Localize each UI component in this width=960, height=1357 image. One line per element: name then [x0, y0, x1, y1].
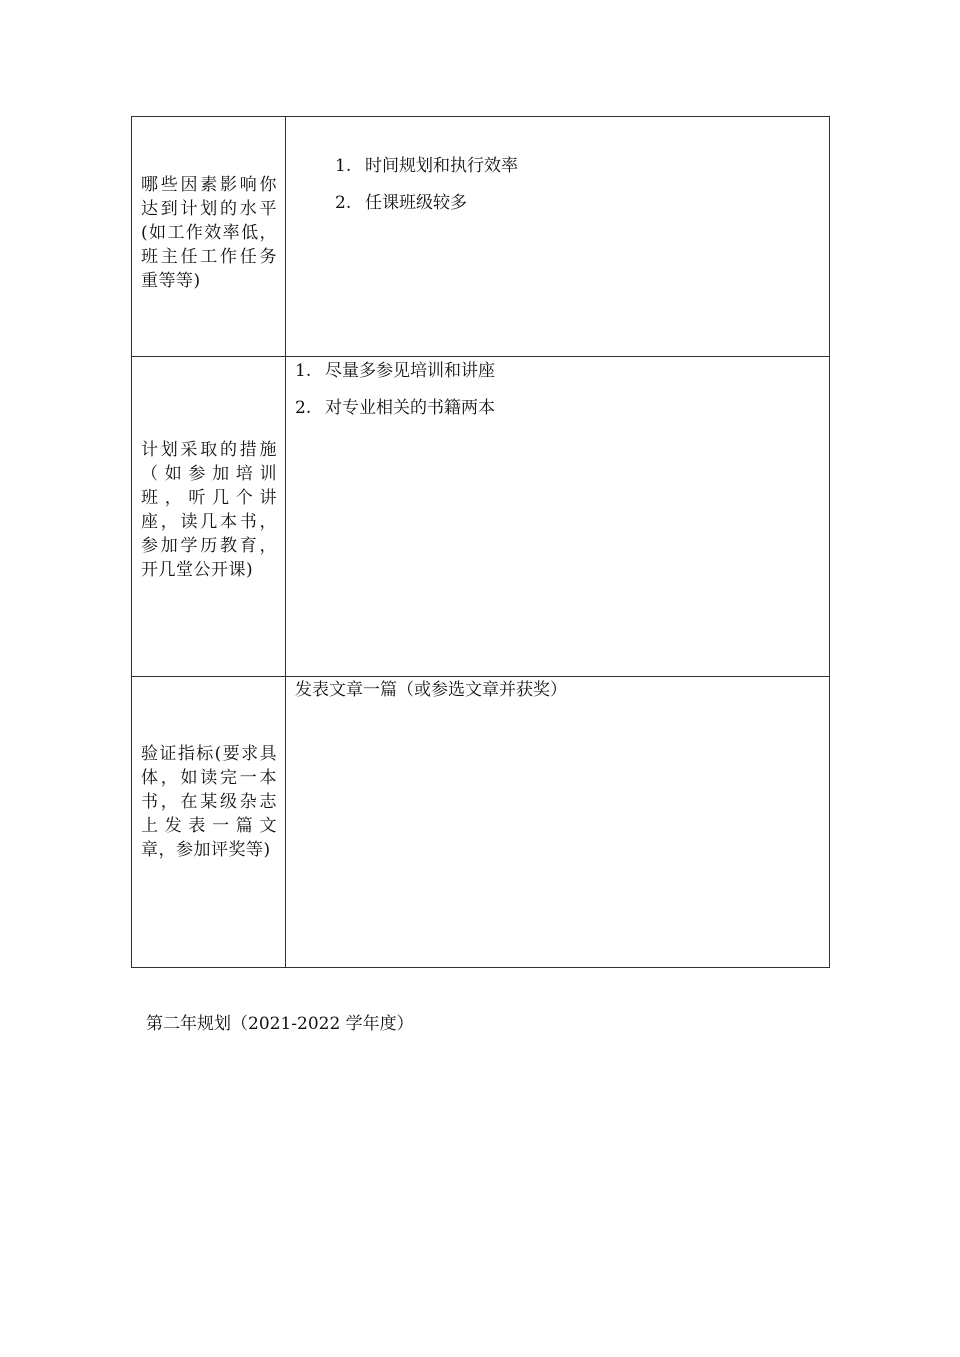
list-item — [335, 191, 829, 215]
item-number: 1. — [335, 156, 352, 176]
content-cell — [286, 117, 830, 357]
development-plan-table — [131, 116, 830, 968]
table-row — [132, 117, 830, 357]
list-item — [335, 154, 829, 178]
row-label-influencing-factors: 哪些因素影响你达到计划的水平(如工作效率低，班主任工作任务重等等) — [141, 175, 277, 291]
item-number: 1. — [295, 361, 312, 381]
table-row — [132, 677, 830, 968]
item-text: 尽量多参见培训和讲座 — [325, 361, 495, 381]
section-heading: 第二年规划（2021-2022 学年度） — [146, 1014, 414, 1034]
content-cell — [286, 357, 830, 677]
label-cell — [132, 117, 286, 357]
item-text: 时间规划和执行效率 — [365, 156, 518, 176]
label-cell — [132, 677, 286, 968]
verification-text: 发表文章一篇（或参选文章并获奖） — [295, 680, 567, 700]
list-item — [295, 396, 829, 420]
label-cell — [132, 357, 286, 677]
list-item — [295, 359, 829, 383]
row-label-planned-measures: 计划采取的措施（如参加培训班，听几个讲座，读几本书，参加学历教育，开几堂公开课) — [141, 440, 277, 580]
content-cell — [286, 677, 830, 968]
item-number: 2. — [295, 398, 312, 418]
item-text: 任课班级较多 — [365, 193, 467, 213]
row-label-verification-indicators: 验证指标(要求具体，如读完一本书，在某级杂志上发表一篇文章，参加评奖等) — [141, 744, 277, 860]
table-row — [132, 357, 830, 677]
measures-list — [295, 359, 829, 420]
item-number: 2. — [335, 193, 352, 213]
factors-list — [335, 154, 829, 215]
item-text: 对专业相关的书籍两本 — [325, 398, 495, 418]
